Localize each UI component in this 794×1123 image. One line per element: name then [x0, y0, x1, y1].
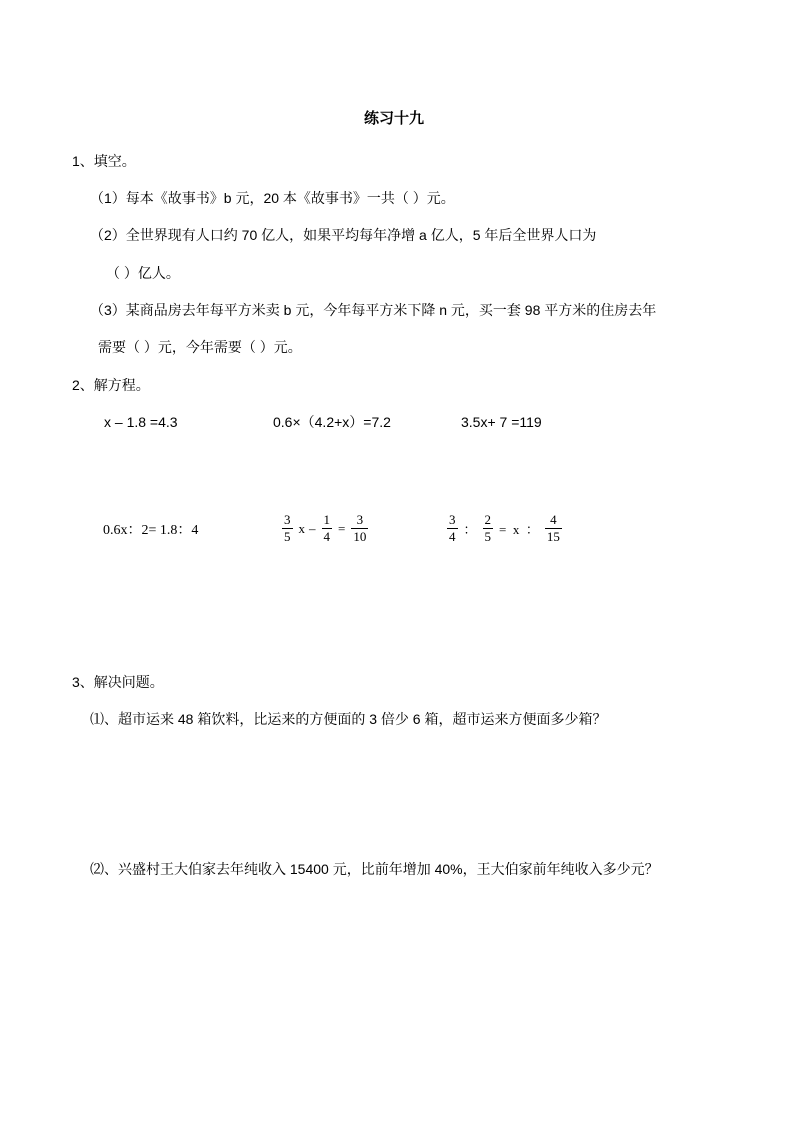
question-1-3-line2: 需要（ ）元，今年需要（ ）元。 — [98, 339, 302, 355]
minus-sign: – — [309, 520, 316, 536]
page-title: 练习十九 — [364, 110, 425, 127]
denominator: 5 — [484, 529, 492, 544]
equation-2: 0.6×（4.2+x）=7.2 — [273, 414, 391, 430]
denominator: 4 — [323, 529, 330, 544]
section2-heading: 2、解方程。 — [72, 377, 150, 393]
numerator: 3 — [284, 512, 291, 527]
equals-x-colon: = x ： — [499, 522, 539, 537]
variable: x — [298, 520, 305, 536]
fraction — [447, 512, 458, 545]
question-1-3-line1: （3）某商品房去年每平方米卖 b 元，今年每平方米下降 n 元，买一套 98 平方米的住房去年 — [90, 302, 657, 318]
ratio-colon: ： — [463, 522, 477, 537]
section1-heading: 1、填空。 — [72, 153, 136, 169]
fraction — [322, 512, 333, 545]
denominator: 15 — [546, 529, 560, 544]
equation-5 — [280, 512, 370, 545]
numerator: 2 — [484, 512, 492, 527]
denominator: 4 — [449, 529, 456, 544]
question-1-2-line1: （2）全世界现有人口约 70 亿人，如果平均每年净增 a 亿人，5 年后全世界人口为 — [90, 227, 597, 243]
numerator: 3 — [351, 512, 368, 529]
question-1-1: （1）每本《故事书》b 元，20 本《故事书》一共（ ）元。 — [90, 190, 455, 206]
equals-sign: = — [338, 520, 346, 536]
question-1-2-line2: （ ）亿人。 — [106, 265, 180, 281]
fraction — [282, 512, 293, 545]
numerator: 1 — [323, 512, 330, 527]
problem-2: ⑵、兴盛村王大伯家去年纯收入 15400 元，比前年增加 40%，王大伯家前年纯收入多少元？ — [90, 861, 659, 877]
fraction — [483, 512, 494, 545]
fraction — [545, 512, 562, 545]
denominator: 10 — [353, 529, 367, 544]
problem-1: ⑴、超市运来 48 箱饮料，比运来的方便面的 3 倍少 6 箱，超市运来方便面多少箱？ — [90, 711, 607, 727]
denominator: 5 — [284, 529, 291, 544]
equation-4: 0.6x：2= 1.8：4 — [103, 523, 199, 538]
numerator: 4 — [545, 512, 562, 529]
numerator: 3 — [449, 512, 456, 527]
equation-6 — [445, 512, 564, 545]
equation-3: 3.5x+ 7 =119 — [461, 414, 542, 430]
section3-heading: 3、解决问题。 — [72, 674, 164, 690]
fraction — [351, 512, 368, 545]
equation-1: x – 1.8 =4.3 — [104, 414, 178, 430]
